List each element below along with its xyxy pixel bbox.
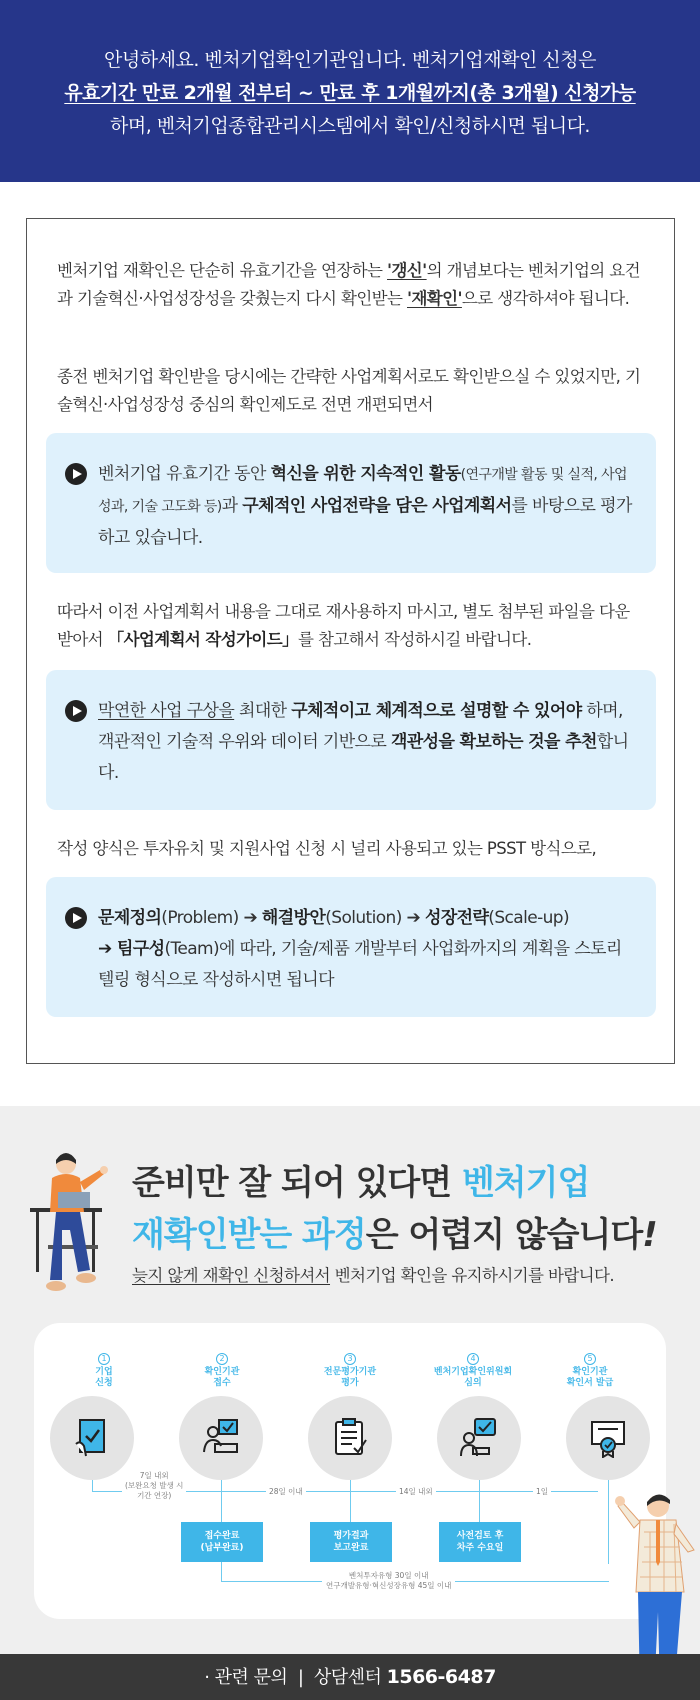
- c1-b: 혁신을 위한 지속적인 활동: [270, 464, 461, 484]
- step-3-label-1: 전문평가기관: [323, 1367, 377, 1377]
- c1-c: 과: [221, 496, 243, 516]
- step-4-number: 4: [467, 1353, 479, 1365]
- connector-line: [608, 1480, 609, 1564]
- footer-phone-number[interactable]: 1566-6487: [386, 1666, 496, 1688]
- paragraph-reconfirm: [57, 257, 647, 313]
- duration-note-4: 1일: [533, 1487, 551, 1497]
- step-3-circle: [308, 1396, 392, 1480]
- step-1-label-2: 신청: [95, 1378, 113, 1388]
- callout-evaluation: [46, 433, 656, 573]
- c2-a: 막연한 사업 구상을: [98, 701, 235, 721]
- step-5-number: 5: [584, 1353, 596, 1365]
- step-3-label-2: 평가: [341, 1378, 359, 1388]
- p1-text-b: 의 개념보다는 벤처기업의 요건과 기술혁신·사업성장성을 갖췄는지 다시 확인받는: [57, 261, 640, 308]
- document-check-icon: [72, 1418, 112, 1458]
- step-5-label-2: 확인서 발급: [566, 1378, 614, 1388]
- step-4-label-1: 벤처기업확인위원회: [433, 1367, 513, 1377]
- certificate-icon: [588, 1418, 628, 1458]
- duration-note-1: [122, 1471, 186, 1501]
- play-bullet-icon: [65, 463, 87, 485]
- box-1-line-1: 접수완료: [204, 1531, 240, 1541]
- duration-note-2: 28일 이내: [266, 1487, 306, 1497]
- callout-concrete: [46, 670, 656, 810]
- paragraph-previous: 종전 벤처기업 확인받을 당시에는 간략한 사업계획서로도 확인받으실 수 있었지만, 기술혁신·사업성장성 중심의 확인제도로 전면 개편되면서: [57, 367, 641, 414]
- clipboard-icon: [330, 1418, 370, 1458]
- step-4: [408, 1353, 538, 1389]
- step-3: [300, 1353, 400, 1389]
- psst-team: ➔ 팀구성: [98, 939, 165, 959]
- step-5: [540, 1353, 640, 1389]
- paragraph-psst: 작성 양식은 투자유치 및 지원사업 신청 시 널리 사용되고 있는 PSST 방식으로,: [57, 839, 597, 858]
- connector-line: [221, 1562, 222, 1582]
- p1-text-c: 으로 생각하셔야 됩니다.: [461, 289, 630, 308]
- note-1c: 기간 연장): [137, 1491, 172, 1500]
- promo-title-line-2: [132, 1207, 657, 1256]
- box-3-line-2: 차주 수요일: [456, 1543, 504, 1553]
- process-diagram: [34, 1323, 666, 1619]
- p3-a: 따라서 이전 사업계획서 내용을 그대로 재사용하지 마시고, 별도 첨부된 파일을 다운 받아서: [57, 602, 630, 649]
- box-2-line-1: 평가결과: [333, 1531, 369, 1541]
- subtitle-text: 벤처기업 확인을 유지하시기를 바랍니다.: [330, 1266, 615, 1285]
- duration-note-3: 14일 내외: [396, 1487, 436, 1497]
- c1-small: (연구개발 활동 및 실적, 사업성과, 기술 고도화 등): [98, 467, 627, 515]
- step-1: [54, 1353, 154, 1389]
- c2-b: 최대한: [234, 701, 292, 721]
- step-2-circle: [179, 1396, 263, 1480]
- step-4-circle: [437, 1396, 521, 1480]
- term-renewal: '갱신': [387, 261, 427, 280]
- duration-rnd-innovation: 연구개발유형·혁신성장유형 45일 이내: [326, 1581, 452, 1590]
- box-2-line-2: 보고완료: [333, 1543, 369, 1553]
- guide-title: 「사업계획서 작성가이드」: [107, 630, 299, 649]
- title2-text: 은 어렵지 않습니다: [365, 1215, 643, 1255]
- status-box-reported: [310, 1522, 392, 1562]
- step-2-label-1: 확인기관: [204, 1367, 240, 1377]
- title2-highlight: 재확인받는 과정: [132, 1215, 366, 1255]
- connector-line: [221, 1480, 222, 1522]
- promo-subtitle: [132, 1262, 614, 1286]
- callout-psst: [46, 877, 656, 1017]
- header-line-1: 안녕하세요. 벤처기업확인기관입니다. 벤처기업재확인 신청은: [104, 49, 596, 71]
- step-4-label-2: 심의: [464, 1378, 482, 1388]
- connector-line: [92, 1480, 93, 1491]
- step-5-circle: [566, 1396, 650, 1480]
- contact-footer: [0, 1654, 700, 1700]
- footer-contact-label: · 관련 문의 | 상담센터: [204, 1667, 387, 1688]
- c1-a: 벤처기업 유효기간 동안: [98, 464, 271, 484]
- c2-c: 구체적이고 체계적으로 설명할 수 있어야: [291, 701, 582, 721]
- title1-text: 준비만 잘 되어 있다면: [132, 1163, 462, 1203]
- step-1-circle: [50, 1396, 134, 1480]
- status-box-review: [439, 1522, 521, 1562]
- title2-exclaim: !: [642, 1215, 657, 1255]
- step-1-label-1: 기업: [95, 1367, 113, 1377]
- paragraph-guide: [57, 598, 647, 654]
- p1-text-a: 벤처기업 재확인은 단순히 유효기간을 연장하는: [57, 261, 388, 280]
- psst-scaleup: 성장전략: [425, 908, 489, 928]
- psst-problem-en: (Problem) ➔: [161, 908, 262, 928]
- psst-problem: 문제정의: [98, 908, 162, 928]
- subtitle-underline: 늦지 않게 재확인 신청하셔서: [132, 1266, 331, 1285]
- term-reconfirm: '재확인': [407, 289, 462, 308]
- c2-f: 합니다.: [98, 732, 629, 783]
- step-2-label-2: 접수: [213, 1378, 231, 1388]
- connector-line: [479, 1480, 480, 1522]
- notice-header: [0, 0, 700, 182]
- c1-d: 구체적인 사업전략을 담은 사업계획서: [242, 496, 512, 516]
- note-1a: 7일 내외: [139, 1471, 169, 1480]
- box-3-line-1: 사전검토 후: [456, 1531, 504, 1541]
- c2-d: 하며, 객관적인 기술적 우위와 데이터 기반으로: [98, 701, 623, 752]
- step-3-number: 3: [344, 1353, 356, 1365]
- connector-line: [350, 1480, 351, 1522]
- c1-e: 를 바탕으로 평가하고 있습니다.: [98, 496, 632, 548]
- step-5-label-1: 확인기관: [572, 1367, 608, 1377]
- duration-venture-investment: 벤처투자유형 30일 이내: [348, 1571, 429, 1580]
- notice-box: [26, 218, 675, 1064]
- play-bullet-icon: [65, 907, 87, 929]
- status-box-received: [181, 1522, 263, 1562]
- total-duration-note: [322, 1571, 455, 1591]
- psst-solution: 해결방안: [261, 908, 326, 928]
- c2-e: 객관성을 확보하는 것을 추천: [391, 732, 597, 752]
- header-line-2: 유효기간 만료 2개월 전부터 ~ 만료 후 1개월까지(총 3개월) 신청가능: [64, 82, 636, 104]
- psst-scaleup-en: (Scale-up): [488, 908, 569, 928]
- title1-highlight: 벤처기업: [461, 1163, 590, 1203]
- p3-c: 를 참고해서 작성하시길 바랍니다.: [298, 630, 532, 649]
- step-2-number: 2: [216, 1353, 228, 1365]
- step-2: [172, 1353, 272, 1389]
- laptop-user-icon: [201, 1418, 241, 1458]
- play-bullet-icon: [65, 700, 87, 722]
- header-line-3: 하며, 벤처기업종합관리시스템에서 확인/신청하시면 됩니다.: [110, 115, 590, 137]
- note-1b: (보완요청 발생 시: [125, 1481, 184, 1490]
- girl-with-laptop-illustration: [28, 1150, 128, 1305]
- promo-title-line-1: [132, 1155, 589, 1204]
- box-1-line-2: (납부완료): [200, 1543, 244, 1553]
- meeting-check-icon: [459, 1418, 499, 1458]
- psst-team-en: (Team)에 따라, 기술/제품 개발부터 사업화까지의 계획을 스토리텔링 형식으로 작성하시면 됩니다: [98, 939, 622, 990]
- step-1-number: 1: [98, 1353, 110, 1365]
- psst-solution-en: (Solution) ➔: [325, 908, 425, 928]
